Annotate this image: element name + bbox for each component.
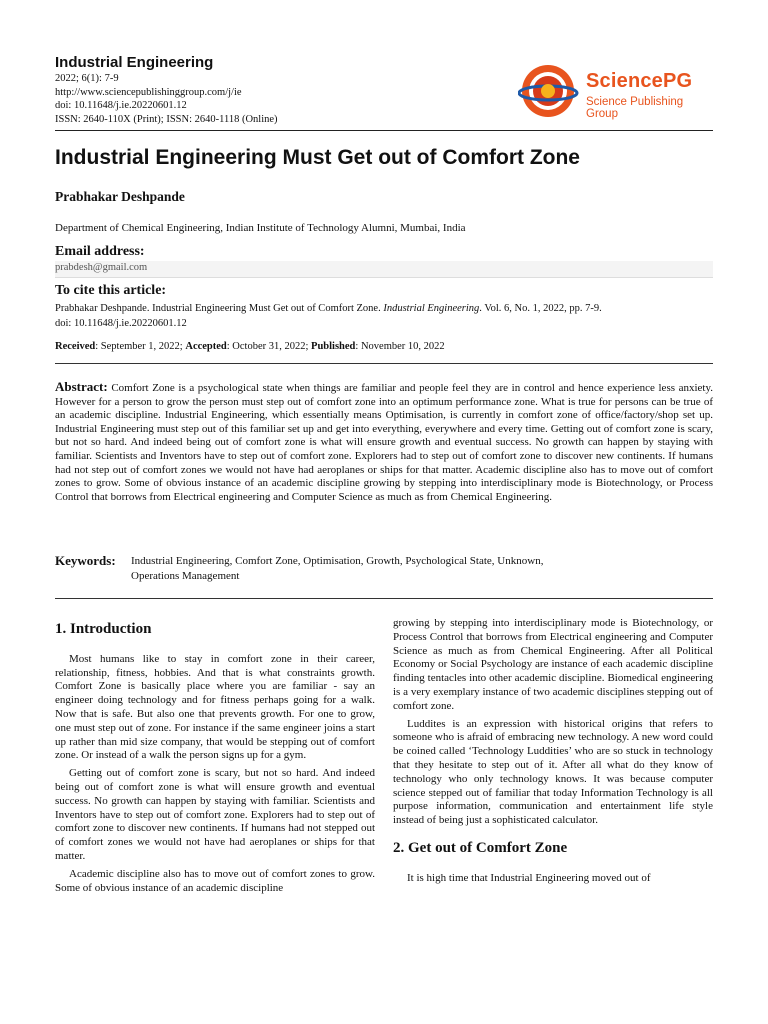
abstract-text: Comfort Zone is a psychological state when things are familiar and people feel they are in control and hence experience less anxiety. However for a person to grow the person must step out of comfort zone into an optimum performance zone. What is true for persons can be true of an academic discipline. Industrial Engineering, which essentially means Optimisation, is currently in comfort zone of office/factory/shop set up. Industrial Engineering must step out of this familiar set up and get into everything, everywhere and every time. Getting out of comfort zone is scary, but not so hard. And indeed being out of comfort zone is what will ensure growth and eventual success. No growth can happen by staying with familiar. Scientists and Inventors have to step out of comfort zone. Explorers had to step out of comfort zone to discover new continents. If humans had not step out of comfort zones we would not have had aeroplanes or ships for that matter. Academic discipline also has to move out of comfort zones to grow. Some of obvious instance of an academic discipline growing by stepping into interdisciplinary mode is Biotechnology, or Process Control that borrows from Electrical engineering and Computer Science as much as from Chemical Engineering.: [55, 382, 714, 503]
rule-below-keywords: [55, 598, 713, 599]
section2-heading: 2. Get out of Comfort Zone: [393, 839, 568, 856]
intro-paragraph: Academic discipline also has to move out of comfort zones to grow. Some of obvious instance of an academic discipline: [55, 867, 375, 894]
email-box: [55, 261, 713, 278]
sciencepg-logo-icon: [518, 62, 584, 120]
intro-paragraph: Getting out of comfort zone is scary, but not so hard. And indeed being out of comfort zone is what will ensure growth and eventual success. No growth can happen by staying with familiar. Scientists and Inventors have to step out of comfort zone. Explorers had to step out of comfort zone to discover new continents. If humans had not stepped out of comfort zones we would not have had aeroplanes or ships for that matter.: [55, 767, 375, 862]
header-rule: [55, 130, 713, 131]
intro-paragraph-continued: growing by stepping into interdisciplinary mode is Biotechnology, or Process Control that borrows from Electrical engineering and Computer Science as much as from Chemical Engineering. After all Political Economy or Social Psychology are instance of each academic discipline finding tentacles into other academic discipline. Biomedical engineering is a very exemplary instance of two academic disciplines stepping out of comfort zone.: [393, 617, 713, 712]
issue-line: 2022; 6(1): 7-9: [55, 73, 119, 84]
journal-header: [55, 54, 713, 129]
journal-name: Industrial Engineering: [55, 54, 214, 71]
journal-url[interactable]: http://www.sciencepublishinggroup.com/j/ie: [55, 86, 242, 98]
citation-text: Prabhakar Deshpande. Industrial Engineering Must Get out of Comfort Zone. Industrial Engineering. Vol. 6, No. 1, 2022, pp. 7-9.: [55, 303, 602, 314]
right-column: [393, 617, 713, 890]
logo-name: SciencePG: [586, 70, 693, 92]
section2-paragraph: It is high time that Industrial Engineering moved out of: [407, 871, 651, 884]
sciencepg-logo: [518, 62, 713, 120]
intro-paragraph: Luddites is an expression with historical origins that refers to someone who is afraid of embracing new technology. A new word could be coined called ‘Technology Luddities’ who are so stuck in technology that they hesitate to step out of it. After all what do they know of technology who only technology knows. It was because computer science stepped out of familiar that today Information Technology is all purpose information, communication and entertainment life style instead of being just a sophisticated calculator.: [393, 717, 713, 827]
cite-heading: To cite this article:: [55, 283, 167, 298]
keywords-list: Industrial Engineering, Comfort Zone, Optimisation, Growth, Psychological State, Unknown, Operations Management: [131, 555, 544, 582]
journal-issn: ISSN: 2640-110X (Print); ISSN: 2640-1118 (Online): [55, 113, 278, 125]
email-heading: Email address:: [55, 244, 145, 259]
article-dates: Received: September 1, 2022; Accepted: October 31, 2022; Published: November 10, 2022: [55, 341, 445, 352]
abstract-label: Abstract:: [55, 379, 108, 394]
citation: [55, 301, 713, 331]
email-address[interactable]: prabdesh@gmail.com: [55, 262, 148, 273]
citation-doi: doi: 10.11648/j.ie.20220601.12: [55, 318, 187, 329]
keywords: [55, 553, 713, 582]
author-name: Prabhakar Deshpande: [55, 189, 185, 204]
journal-meta: [55, 72, 278, 126]
journal-doi: doi: 10.11648/j.ie.20220601.12: [55, 100, 187, 111]
abstract: [55, 380, 713, 504]
author-affiliation: Department of Chemical Engineering, Indian Institute of Technology Alumni, Mumbai, India: [55, 222, 466, 234]
intro-paragraph: Most humans like to stay in comfort zone in their career, relationship, fitness, hobbies. And that is what constraints growth. Comfort Zone is basically place where you are familiar - say an engineer doing technology and for fitness perhaps going for a walk. Now that is safe. But also one that prevents growth. For one to grow, one must step out of zone. For instance if the same engineer joins a start up rather than mid size company, that would be stepping out of comfort zone. Or instead of a walk the person signs up for a gym.: [55, 652, 375, 762]
keywords-label: Keywords:: [55, 553, 116, 568]
article-title: Industrial Engineering Must Get out of Comfort Zone: [55, 146, 580, 169]
intro-heading: 1. Introduction: [55, 621, 152, 637]
left-column: [55, 623, 375, 899]
rule-above-abstract: [55, 363, 713, 364]
logo-subtitle: Science Publishing Group: [586, 96, 684, 120]
citation-journal: Industrial Engineering: [383, 303, 480, 314]
